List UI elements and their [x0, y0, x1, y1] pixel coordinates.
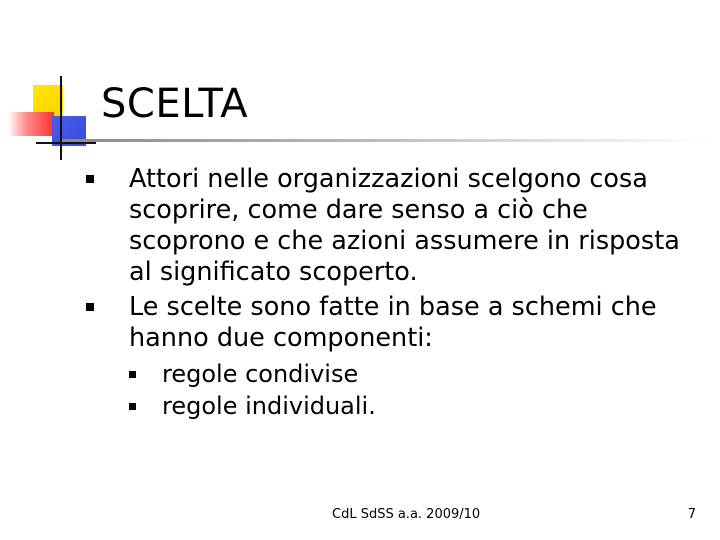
logo-vertical-line: [60, 76, 62, 160]
sub-bullet-text: regole individuali.: [162, 392, 376, 420]
footer-course-label: CdL SdSS a.a. 2009/10: [332, 507, 481, 522]
logo-horizontal-line: [36, 142, 96, 144]
slide-footer: [0, 505, 720, 525]
bullet-text: Le scelte sono fatte in base a schemi che hanno due componenti:: [129, 292, 657, 353]
sub-bullet-item-2: [129, 390, 706, 422]
sub-bullet-item-1: [129, 358, 706, 390]
bullet-item-2: [86, 292, 706, 422]
slide-title: SCELTA: [101, 81, 249, 127]
bullet-list: [86, 164, 706, 422]
square-bullet-icon: [129, 371, 136, 378]
bullet-text: Attori nelle organizzazioni scelgono cosa scoprire, come dare senso a ciò che scoprono e che azioni assumere in risposta al significato scoperto.: [129, 164, 680, 287]
bullet-item-1: [86, 164, 706, 288]
square-bullet-icon: [129, 403, 136, 410]
decorative-logo: [0, 0, 110, 170]
square-bullet-icon: [86, 175, 94, 183]
square-bullet-icon: [86, 303, 94, 311]
sub-bullet-text: regole condivise: [162, 360, 359, 388]
page-number: 7: [687, 507, 696, 522]
sub-bullet-list: [129, 358, 706, 422]
logo-red-bar: [8, 112, 54, 136]
title-underline-rule: [62, 139, 712, 142]
